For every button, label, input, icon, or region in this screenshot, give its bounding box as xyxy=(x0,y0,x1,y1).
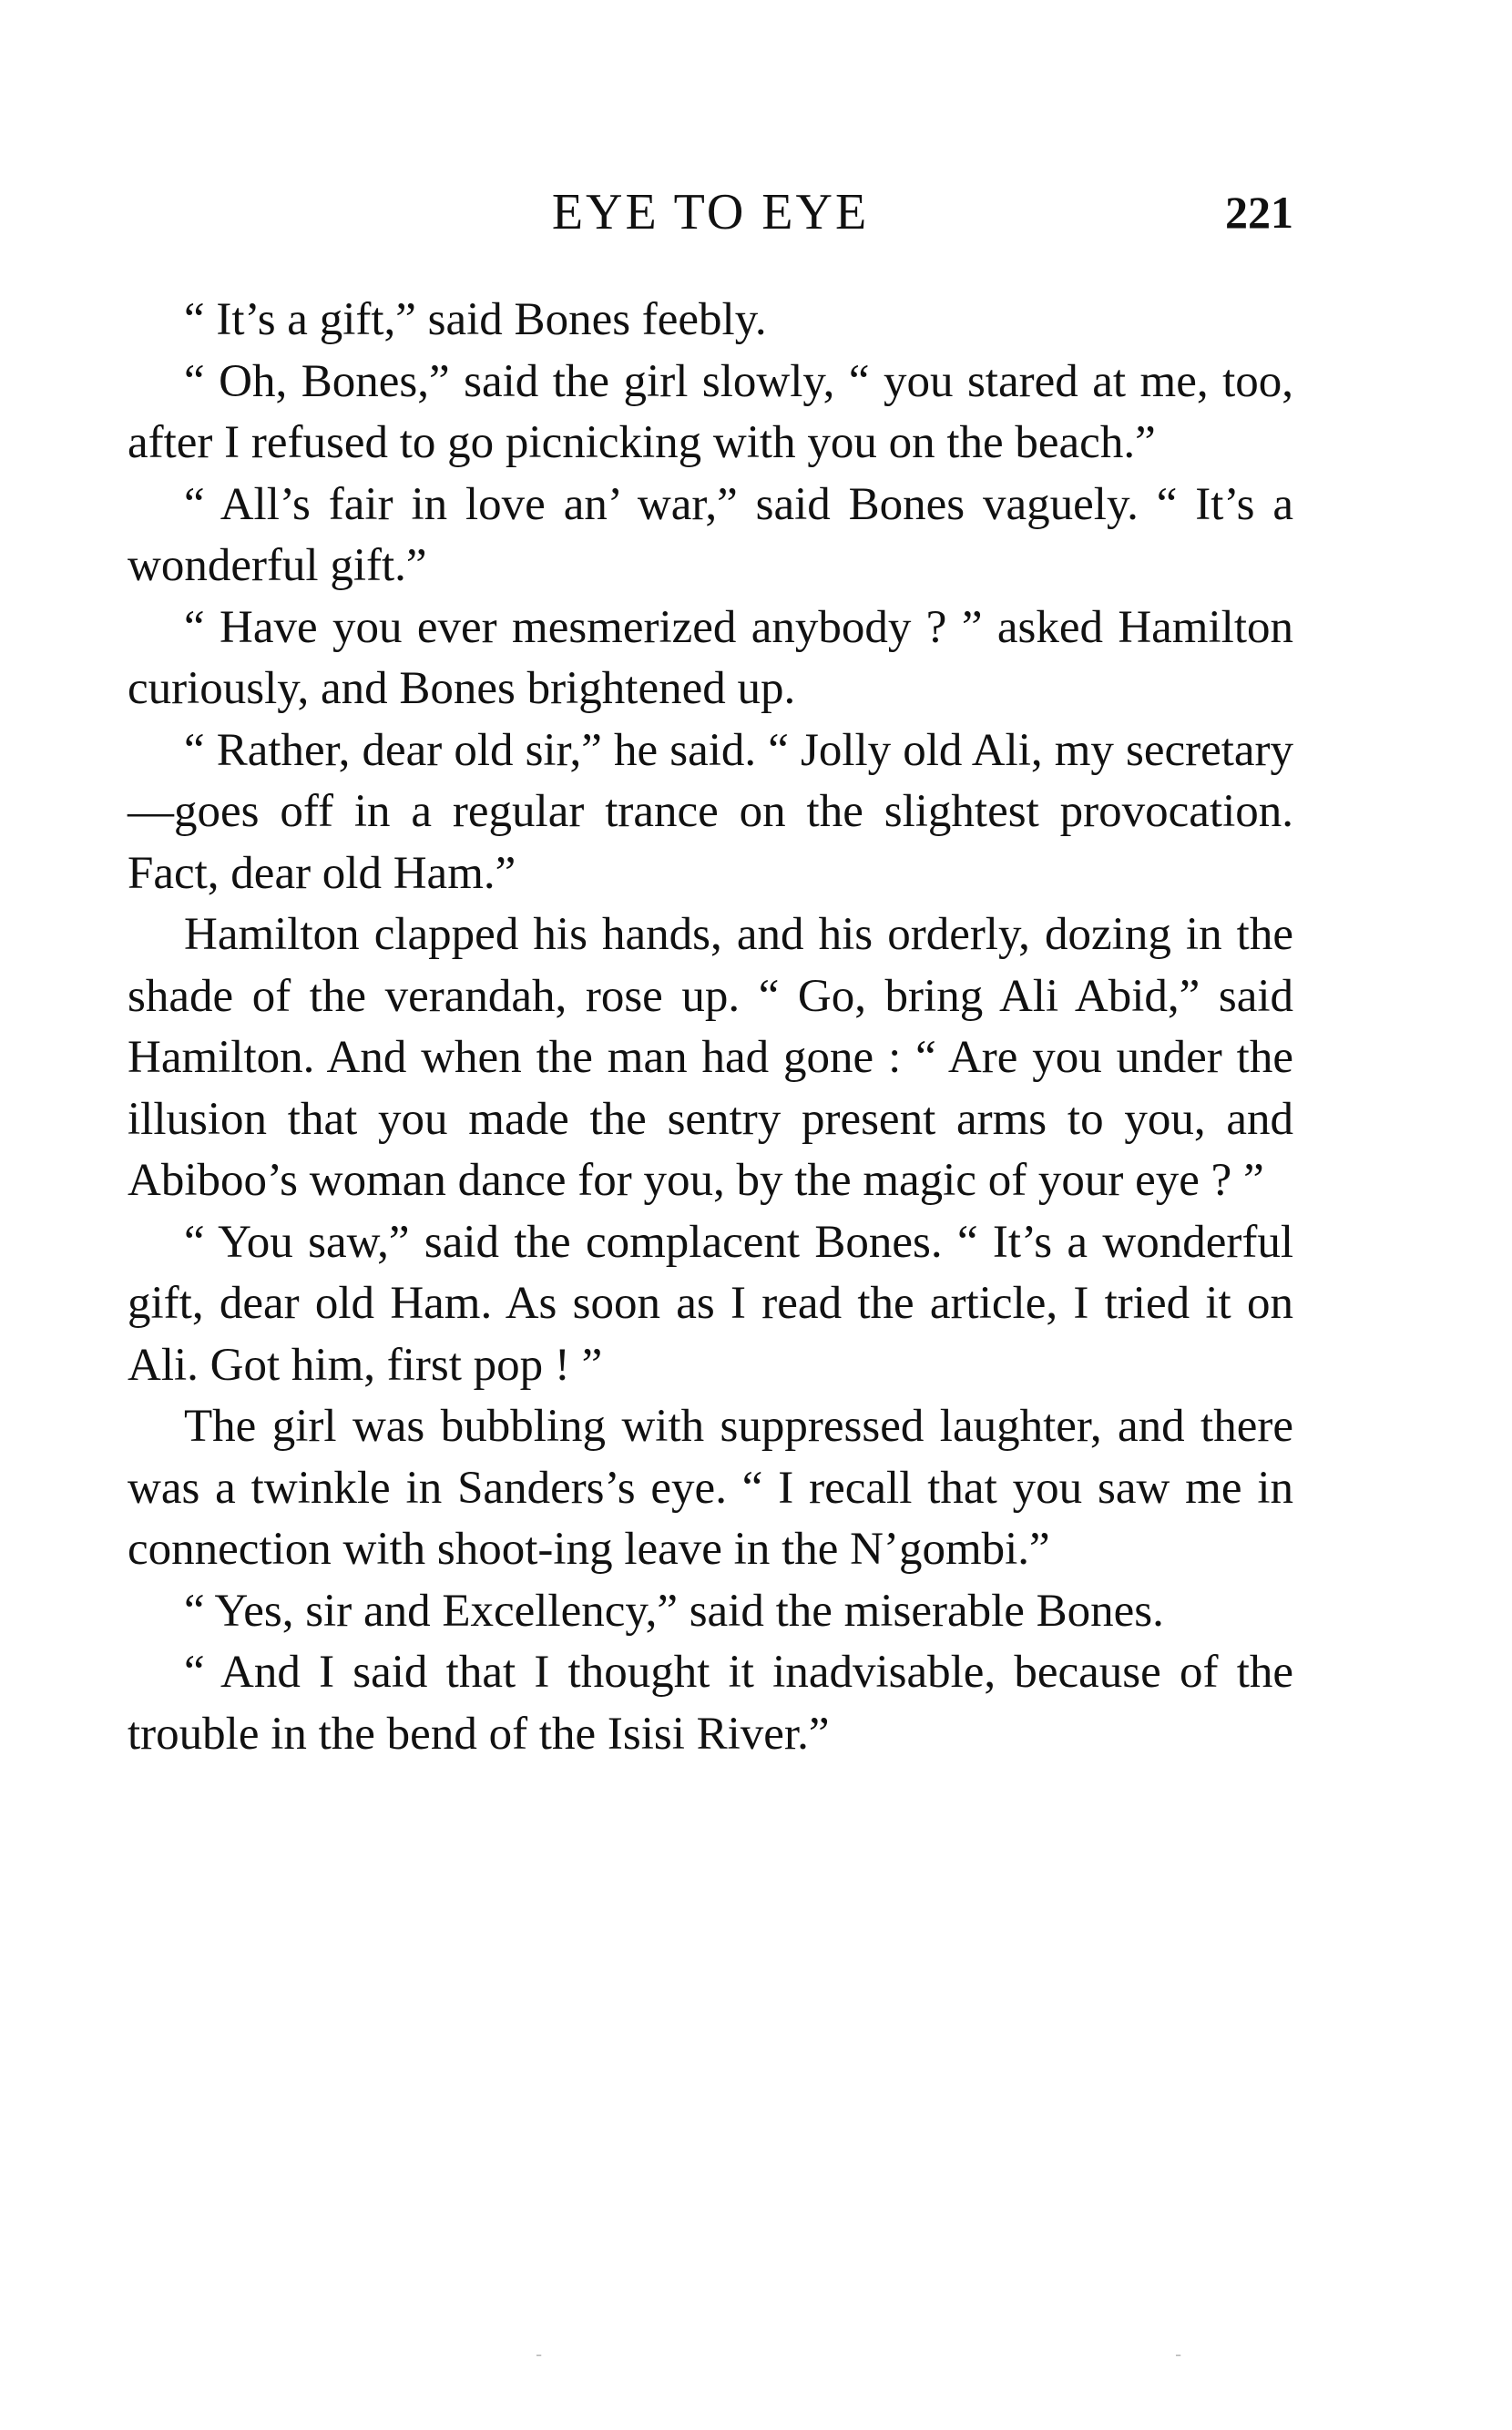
running-head xyxy=(128,180,1293,244)
paragraph: “ You saw,” said the complacent Bones. “ It’s a wonderful gift, dear old Ham. As soon as I read the article, I tried it on Ali. Got him, first pop ! ” xyxy=(128,1216,1293,1391)
body-text xyxy=(128,290,1293,1765)
paragraph: The girl was bubbling with suppressed laughter, and there was a twinkle in Sanders’s eye. “ I recall that you saw me in connection with shoot-ing leave in the N’gombi.” xyxy=(128,1401,1293,1575)
paragraph: “ Oh, Bones,” said the girl slowly, “ you stared at me, too, after I refused to go picnicking with you on the beach.” xyxy=(128,355,1293,468)
footer-mark: - xyxy=(536,2343,543,2365)
paragraph: “ Have you ever mesmerized anybody ? ” asked Hamilton curiously, and Bones brightened up. xyxy=(128,601,1293,714)
footer-mark: - xyxy=(1175,2343,1182,2365)
paragraph: “ Yes, sir and Excellency,” said the miserable Bones. xyxy=(184,1585,1164,1637)
page-number: 221 xyxy=(1225,187,1293,238)
paragraph: Hamilton clapped his hands, and his orderly, dozing in the shade of the verandah, rose up. “ Go, bring Ali Abid,” said Hamilton. And when the man had gone : “ Are you under the illusion that you made the sentry present arms to you, and Abiboo’s woman dance for you, by the magic of your eye ? ” xyxy=(128,909,1293,1206)
paragraph: “ It’s a gift,” said Bones feebly. xyxy=(184,294,767,345)
paragraph: “ And I said that I thought it inadvisable, because of the trouble in the bend of the Isisi River.” xyxy=(128,1647,1293,1760)
paragraph: “ All’s fair in love an’ war,” said Bones vaguely. “ It’s a wonderful gift.” xyxy=(128,478,1293,591)
running-title: EYE TO EYE xyxy=(551,184,870,240)
paragraph: “ Rather, dear old sir,” he said. “ Jolly old Ali, my secretary—goes off in a regular trance on the slightest provocation. Fact, dear old Ham.” xyxy=(128,724,1293,899)
